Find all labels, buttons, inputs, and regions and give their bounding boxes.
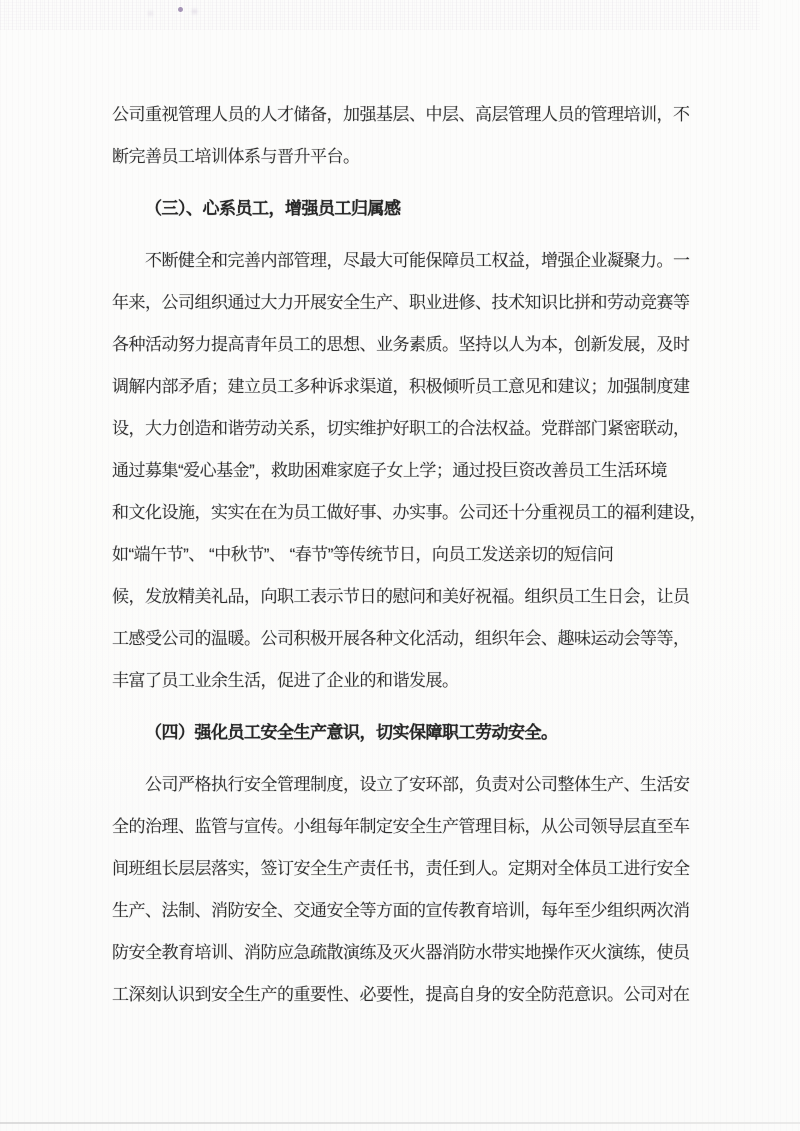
text-line: 公司严格执行安全管理制度，设立了安环部，负责对公司整体生产、生活安 — [145, 775, 690, 794]
text-line: 工深刻认识到安全生产的重要性、必要性，提高自身的安全防范意识。公司对在 — [112, 985, 690, 1004]
text-line: 调解内部矛盾；建立员工多种诉求渠道，积极倾听员工意见和建议；加强制度建 — [112, 377, 690, 396]
text-line: 工感受公司的温暖。公司积极开展各种文化活动，组织年会、趣味运动会等等， — [112, 629, 690, 648]
text-line: 候，发放精美礼品，向职工表示节日的慰问和美好祝福。组织员工生日会，让员 — [112, 587, 690, 606]
text-line: 不断健全和完善内部管理，尽最大可能保障员工权益，增强企业凝聚力。一 — [145, 251, 690, 270]
text-line: 各种活动努力提高青年员工的思想、业务素质。坚持以人为本，创新发展，及时 — [112, 335, 690, 354]
text-line: 和文化设施，实实在在为员工做好事、办实事。公司还十分重视员工的福利建设， — [112, 503, 706, 522]
text-line: 防安全教育培训、消防应急疏散演练及灭火器消防水带实地操作灭火演练，使员 — [112, 943, 690, 962]
text-line: 通过募集“爱心基金”，救助困难家庭子女上学；通过投巨资改善员工生活环境 — [112, 461, 667, 480]
text-line: 间班组长层层落实，签订安全生产责任书，责任到人。定期对全体员工进行安全 — [112, 859, 690, 878]
text-line: 生产、法制、消防安全、交通安全等方面的宣传教育培训，每年至少组织两次消 — [112, 901, 690, 920]
text-line: 全的治理、监管与宣传。小组每年制定安全生产管理目标，从公司领导层直至车 — [112, 817, 690, 836]
text-line: 如“端午节”、 “中秋节”、 “春节”等传统节日，向员工发送亲切的短信问 — [112, 545, 614, 564]
text-line: 丰富了员工业余生活，促进了企业的和谐发展。 — [112, 671, 459, 690]
section-heading: （四）强化员工安全生产意识，切实保障职工劳动安全。 — [145, 723, 558, 742]
text-line: 设，大力创造和谐劳动关系，切实维护好职工的合法权益。党群部门紧密联动， — [112, 419, 690, 438]
text-line: 断完善员工培训体系与晋升平台。 — [112, 147, 360, 166]
text-line: 公司重视管理人员的人才储备，加强基层、中层、高层管理人员的管理培训，不 — [112, 105, 690, 124]
document-body — [112, 94, 706, 1016]
page-bottom-edge — [0, 1122, 800, 1124]
text-line: 年来，公司组织通过大力开展安全生产、职业进修、技术知识比拼和劳动竞赛等 — [112, 293, 690, 312]
section-heading: （三）、心系员工，增强员工归属感 — [145, 199, 401, 218]
scan-noise-band — [0, 0, 760, 30]
ink-dot-artifact — [178, 7, 183, 12]
